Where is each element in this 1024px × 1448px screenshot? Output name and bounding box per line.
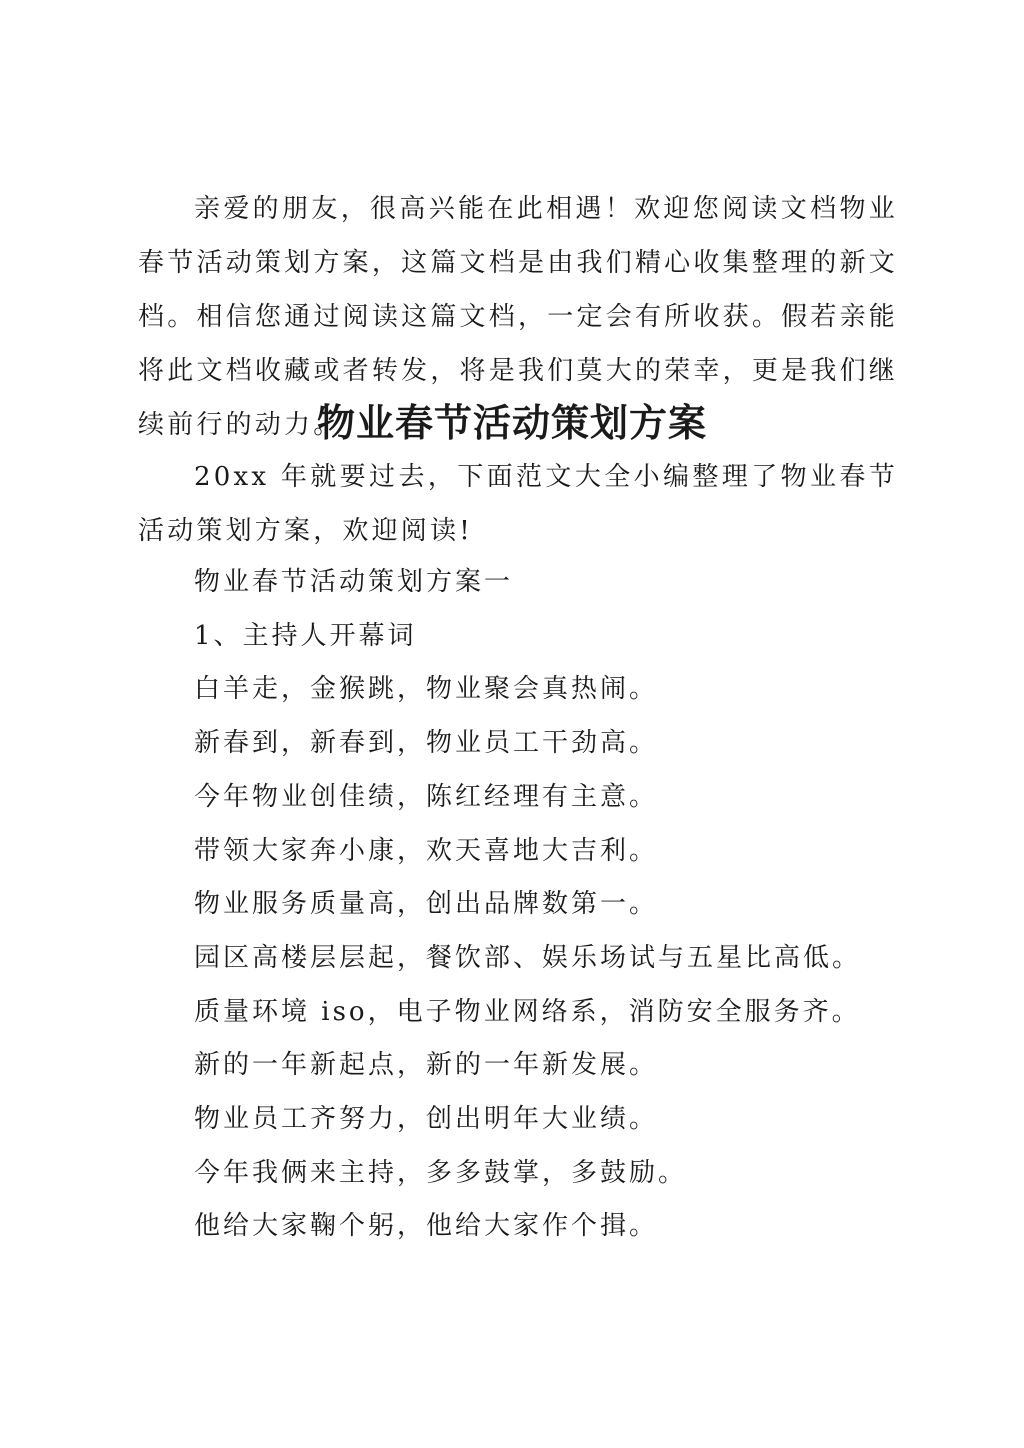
document-title: 物业春节活动策划方案 xyxy=(316,401,707,445)
body-line: 白羊走，金猴跳，物业聚会真热闹。 xyxy=(194,674,659,705)
body-line: 物业员工齐努力，创出明年大业绩。 xyxy=(194,1104,659,1135)
body-line: 今年我俩来主持，多多鼓掌，多鼓励。 xyxy=(194,1157,688,1188)
body-lines xyxy=(194,556,914,1254)
body-line: 物业服务质量高，创出品牌数第一。 xyxy=(194,889,659,920)
subsection-heading: 1、主持人开幕词 xyxy=(194,620,417,651)
body-line: 新春到，新春到，物业员工干劲高。 xyxy=(194,728,659,759)
intro-paragraph: 亲爱的朋友，很高兴能在此相遇！欢迎您阅读文档物业春节活动策划方案，这篇文档是由我们精心收集整理的新文档。相信您通过阅读这篇文档，一定会有所收获。假若亲能将此文档收藏或者转发，将是我们莫大的荣幸，更是我们继续前行的动力。 xyxy=(138,194,898,440)
body-line: 园区高楼层层起，餐饮部、娱乐场试与五星比高低。 xyxy=(194,942,862,973)
body-line: 带领大家奔小康，欢天喜地大吉利。 xyxy=(194,835,659,866)
body-line: 今年物业创佳绩，陈红经理有主意。 xyxy=(194,781,659,812)
body-line: 新的一年新起点，新的一年新发展。 xyxy=(194,1050,659,1081)
section-heading: 物业春节活动策划方案一 xyxy=(194,567,514,597)
lead-paragraph: 20xx 年就要过去，下面范文大全小编整理了物业春节活动策划方案，欢迎阅读! xyxy=(138,462,898,546)
body-line: 质量环境 iso，电子物业网络系，消防安全服务齐。 xyxy=(194,996,861,1027)
body-line: 他给大家鞠个躬，他给大家作个揖。 xyxy=(194,1211,659,1242)
